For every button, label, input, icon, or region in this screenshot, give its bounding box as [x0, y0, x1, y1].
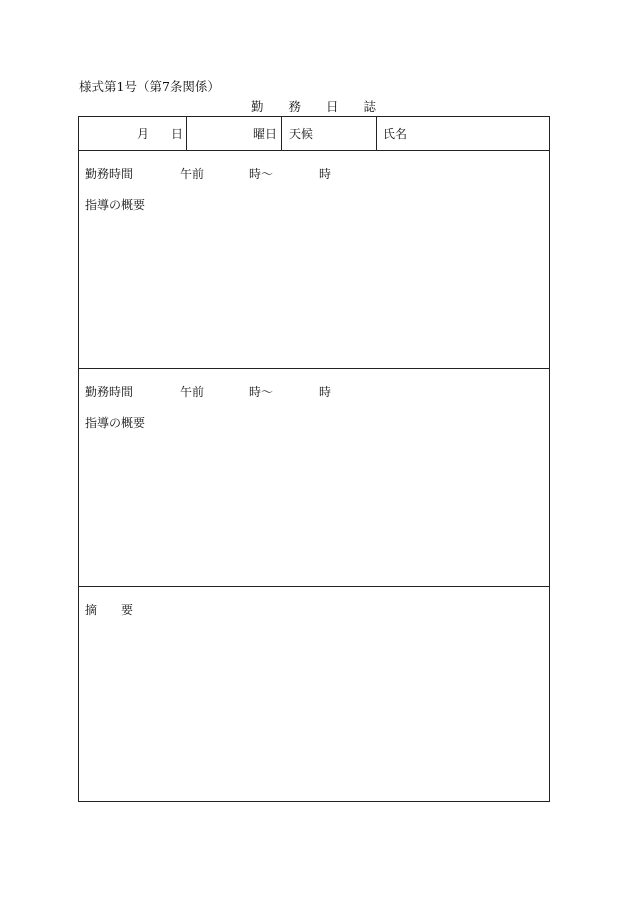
hour-to-label: 時	[319, 167, 332, 181]
title-char: 日	[325, 99, 339, 114]
hour-from-label: 時～	[249, 385, 274, 399]
title-char: 務	[288, 99, 301, 114]
am-label: 午前	[180, 167, 205, 181]
page-title	[251, 99, 376, 115]
month-label: 月	[137, 127, 150, 141]
header-divider	[376, 117, 377, 150]
row-divider	[79, 150, 549, 151]
header-divider	[281, 117, 282, 150]
hour-to-label: 時	[319, 385, 332, 399]
weekday-label: 曜日	[253, 127, 278, 141]
guidance-summary-label: 指導の概要	[85, 198, 146, 212]
remarks-label-char: 摘	[85, 603, 98, 617]
diary-form	[78, 116, 550, 802]
form-number: 様式第1号（第7条関係）	[79, 79, 220, 94]
guidance-summary-label: 指導の概要	[85, 416, 146, 430]
remarks-label-char: 要	[121, 603, 134, 617]
am-label: 午前	[180, 385, 205, 399]
header-divider	[186, 117, 187, 150]
row-divider	[79, 586, 549, 587]
work-hours-label: 勤務時間	[85, 385, 134, 399]
weather-label: 天候	[289, 127, 314, 141]
title-char: 誌	[363, 99, 376, 114]
work-hours-label: 勤務時間	[85, 167, 134, 181]
row-divider	[79, 368, 549, 369]
day-label: 日	[171, 127, 184, 141]
name-label: 氏名	[383, 127, 408, 141]
title-char: 勤	[251, 99, 264, 114]
hour-from-label: 時～	[249, 167, 274, 181]
